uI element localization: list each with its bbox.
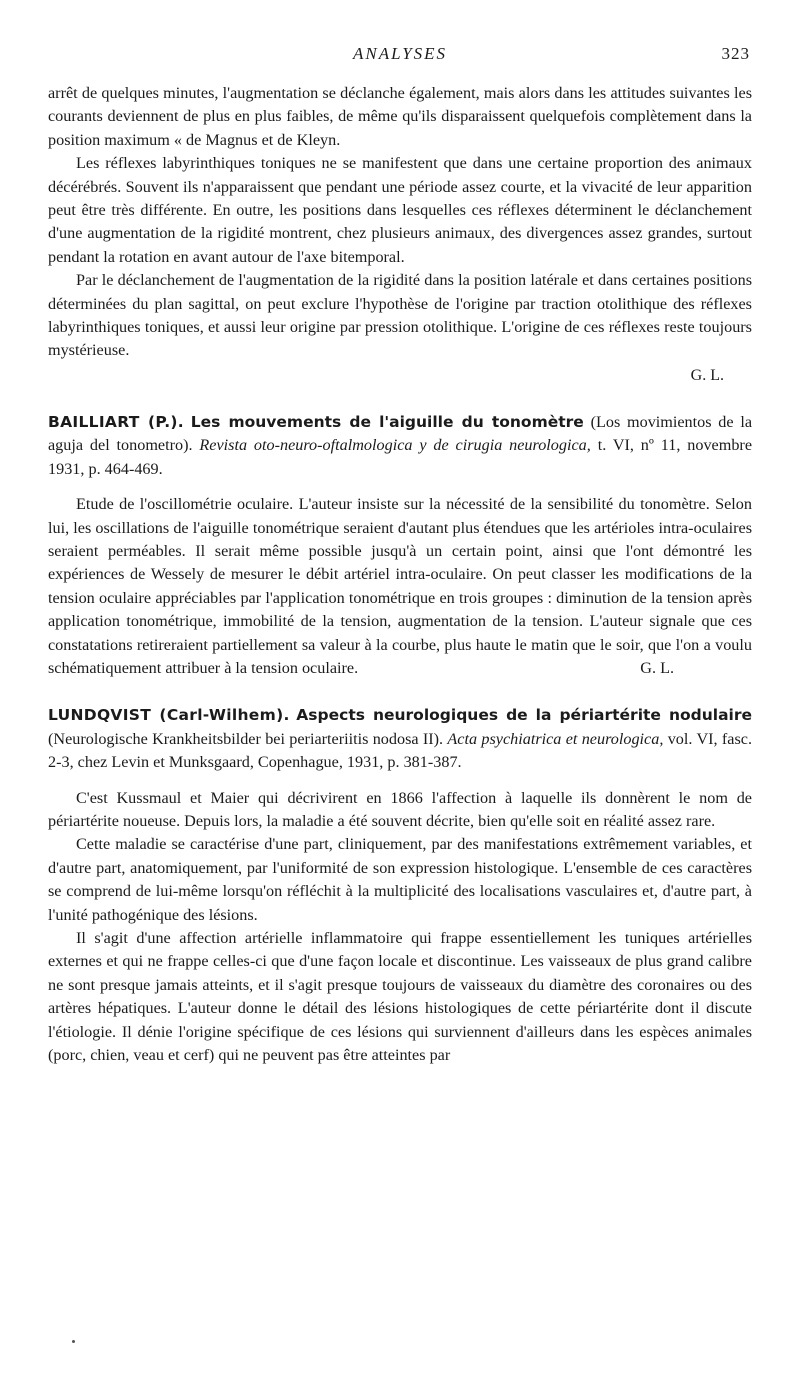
entry-author: LUNDQVIST (Carl-Wilhem). — [48, 706, 290, 725]
print-speck — [72, 1340, 75, 1343]
running-title: ANALYSES — [352, 44, 448, 63]
signature: G. L. — [640, 658, 674, 677]
entry-heading — [48, 411, 752, 481]
entry-journal: Acta psychiatrica et neurologica, — [447, 729, 664, 748]
review-entry-lundqvist — [48, 704, 752, 1067]
running-head — [48, 44, 752, 72]
entry-title: Aspects neurologiques de la périartérite nodulaire — [296, 706, 752, 725]
entry-title: Les mouvements de l'aiguille du tonomètre — [190, 412, 584, 431]
paragraph — [48, 493, 752, 680]
page — [48, 44, 752, 1067]
entry-reference: (Los movimientos de la aguja del tonometro). — [48, 412, 753, 455]
paragraph: Par le déclanchement de l'augmentation de la rigidité dans la position latérale et dans certaines positions déterminées du plan sagittal, on peut exclure l'hypothèse de l'origine par traction otolithique des réflexes labyrinthiques toniques, et aussi leur origine par pression otolithique. L'origine de ces réflexes reste toujours mystérieuse. — [48, 271, 752, 360]
signature: G. L. — [690, 366, 724, 384]
paragraph: Les réflexes labyrinthiques toniques ne se manifestent que dans une certaine proportion des animaux décérébrés. Souvent ils n'apparaissent que pendant une période assez courte, et la vivacité de leur apparition peut être très différente. En outre, les positions dans lesquelles ces réflexes déterminent le déclanchement d'une augmentation de la rigidité montrent, chez plusieurs animaux, des divergences assez grandes, surtout pendant la rotation en avant autour de l'axe bitemporal. — [48, 154, 752, 266]
paragraph: arrêt de quelques minutes, l'augmentation se déclanche également, mais alors dans les attitudes suivantes les courants deviennent de plus en plus faibles, de même qu'ils disparaissent quelquefois complètement dans la position maximum « de Magnus et de Kleyn. — [48, 84, 752, 149]
review-entry-bailliart — [48, 411, 752, 680]
entry-reference: (Neurologische Krankheitsbilder bei periarteriitis nodosa II). — [48, 729, 444, 748]
entry-author: BAILLIART (P.). — [48, 412, 184, 431]
entry-reference-details: vol. VI, fasc. 2-3, chez Levin et Munksgaard, Copenhague, 1931, p. 381-387. — [48, 729, 752, 772]
entry-journal: Revista oto-neuro-oftalmologica y de cirugia neurologica, — [199, 436, 591, 455]
paragraph: Cette maladie se caractérise d'une part, cliniquement, par des manifestations extrêmement variables, et d'autre part, anatomiquement, par l'uniformité de son expression histologique. L'ensemble de ces caractères se comprend de lui-même lorsqu'on réfléchit à la multiplicité des localisations vasculaires et, d'autre part, à l'unité pathogénique des lésions. — [48, 835, 752, 924]
entry-reference-details: t. VI, nº 11, novembre 1931, p. 464-469. — [48, 436, 753, 478]
entry-heading — [48, 704, 752, 774]
page-number: 323 — [721, 44, 750, 63]
paragraph: Il s'agit d'une affection artérielle inflammatoire qui frappe essentiellement les tuniques artérielles externes et qui ne frappe celles-ci que d'une façon locale et discontinue. Les vaisseaux de plus grand calibre ne sont presque jamais atteints, et il s'agit presque toujours de vaisseaux du diamètre des coronaires ou des artères hépatiques. L'auteur donne le détail des lésions histologiques de cette périartérite dont il discute l'étiologie. Il dénie l'origine spécifique de ces lésions qui surviennent d'ailleurs dans les espèces animales (porc, chien, veau et cerf) qui ne peuvent pas être atteintes par — [48, 929, 752, 1065]
intro-section — [48, 82, 752, 387]
paragraph: C'est Kussmaul et Maier qui décrivirent en 1866 l'affection à laquelle ils donnèrent le nom de périartérite noueuse. Depuis lors, la maladie a été souvent décrite, bien qu'elle soit en réalité assez rare. — [48, 788, 752, 830]
paragraph-text: Etude de l'oscillométrie oculaire. L'auteur insiste sur la nécessité de la sensibilité du tonomètre. Selon lui, les oscillations de l'aiguille tonométrique seraient d'autant plus étendues que les artérioles intra-oculaires seraient perméables. Il serait même possible jusqu'à un certain point, ainsi que l'ont démontré les expériences de Wessely de mesurer le débit artériel intra-oculaire. On peut classer les modifications de la tension oculaire appréciables par l'application tonométrique en trois groupes : diminution de la tension après application tonométrique, immobilité de la tension, augmentation de la tension. L'auteur signale que ces constatations retireraient partiellement sa valeur à la courbe, plus haute le matin que le soir, que l'on a voulu schématiquement attribuer à la tension oculaire. — [48, 495, 752, 677]
